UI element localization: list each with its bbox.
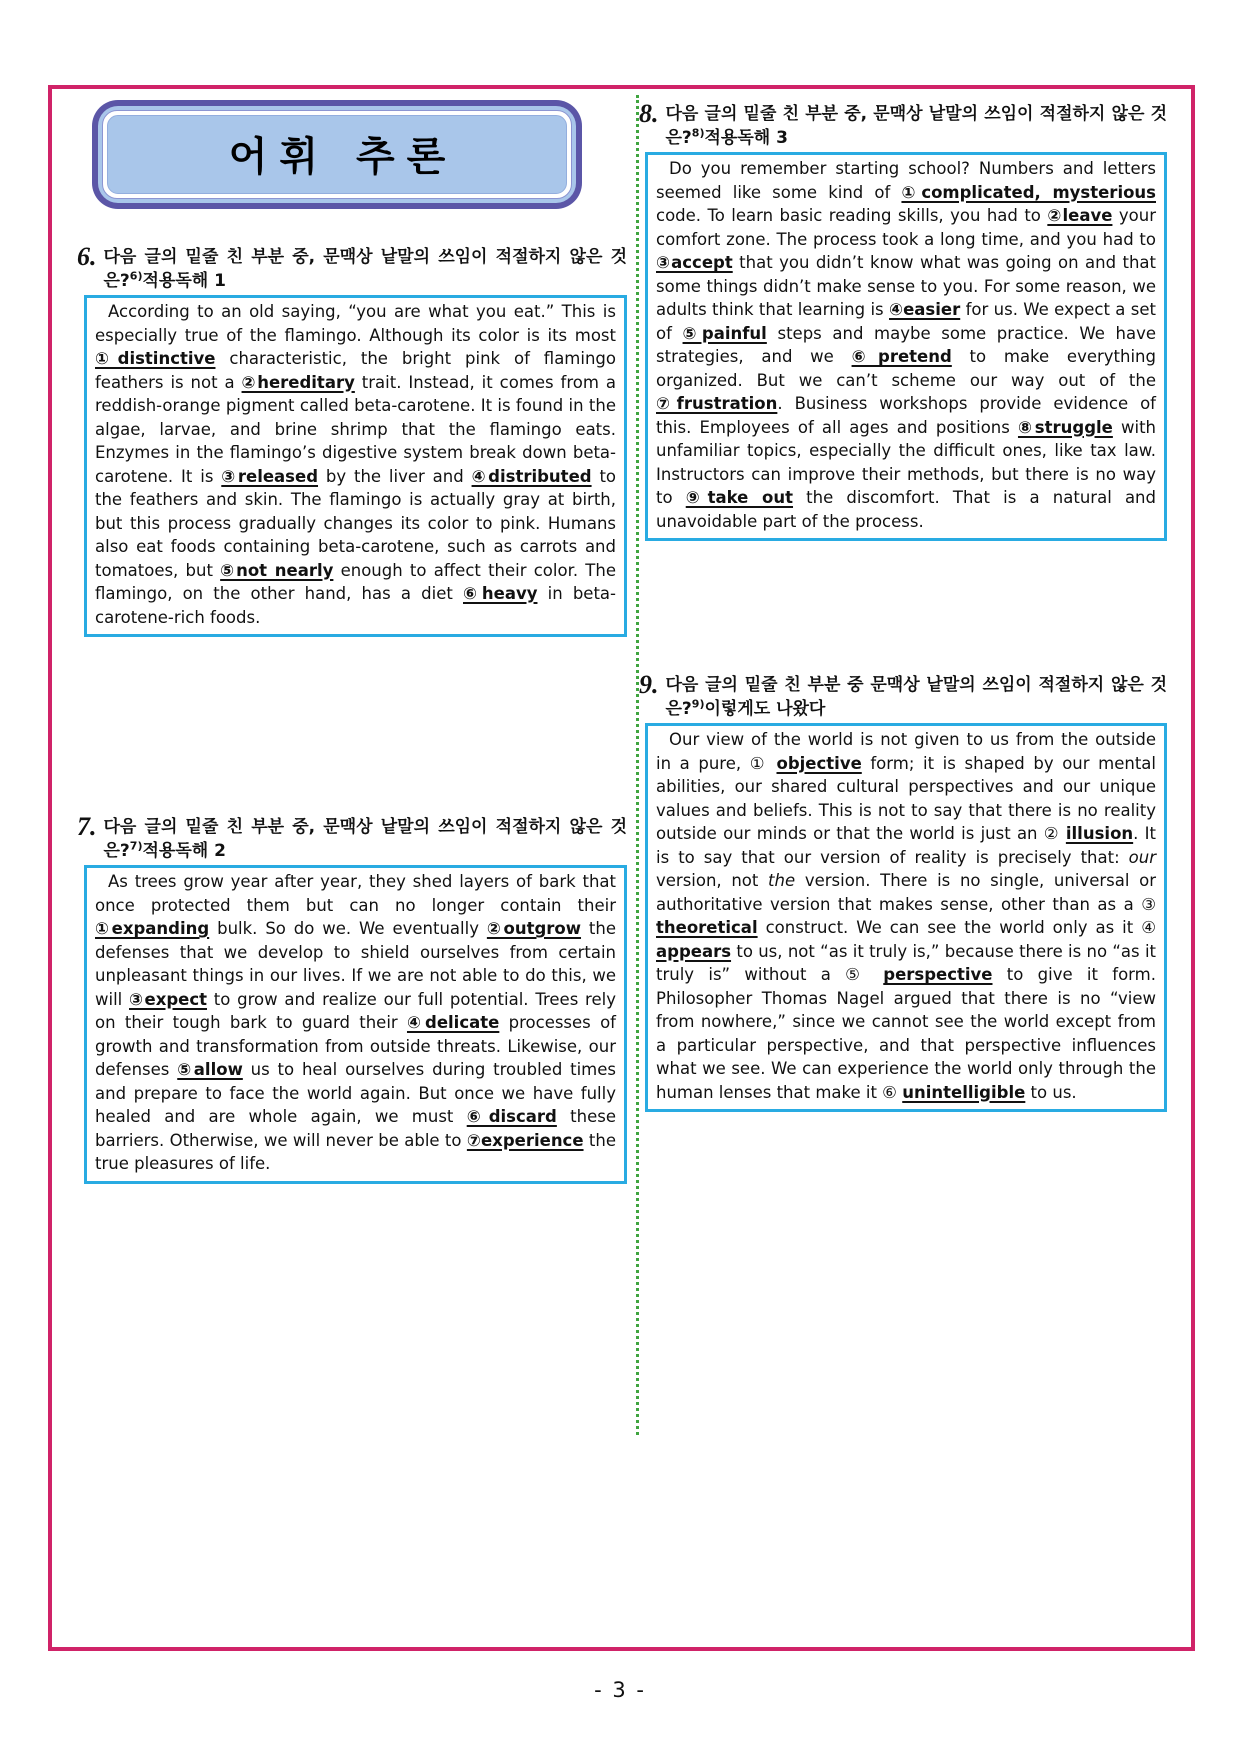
section-title-plaque (92, 100, 582, 209)
question-6-header (77, 242, 627, 293)
question-8 (639, 99, 1167, 541)
passage-box: Our view of the world is not given to us from the outside in a pure, ① objective form; it is shaped by our mental abilities, our shared cultural perspectives and our unique values and beliefs. This is not to say that there is no reality outside our minds or that the world is just an ② illusion. It is to say that our version of reality is precisely that: our version, not the version. There is no single, universal or authoritative version that makes sense, other than as a ③ theoretical construct. We can see the world only as it ④ appears to us, not “as it truly is,” because there is no “as it truly is” without a ⑤ perspective to give it form. Philosopher Thomas Nagel argued that there is no “view from nowhere,” since we cannot see the world except from a particular perspective, and that perspective influences what we see. We can experience the world only through the human lenses that make it ⑥ unintelligible to us. (645, 723, 1167, 1112)
question-number: 8. (639, 99, 659, 128)
footnote-marker: 8) (691, 126, 705, 140)
question-number: 6. (77, 242, 97, 271)
passage-box: As trees grow year after year, they shed layers of bark that once protected them but can no longer contain their ①expanding bulk. So do we. We eventually ②outgrow the defenses that we develop to shield ourselves from certain unpleasant things in our lives. If we are not able to do this, we will ③expect to grow and realize our full potential. Trees rely on their tough bark to guard their ④delicate processes of growth and transformation from outside threats. Likewise, our defenses ⑤allow us to heal ourselves during troubled times and prepare to face the world again. But once we have fully healed and are whole again, we must ⑥discard these barriers. Otherwise, we will never be able to ⑦experience the true pleasures of life. (84, 865, 627, 1184)
footnote-marker: 9) (691, 697, 705, 711)
footnote-marker: 7) (129, 839, 143, 853)
question-prompt (104, 245, 628, 293)
question-7 (77, 812, 627, 1184)
question-prompt (666, 102, 1168, 150)
question-prompt (666, 673, 1168, 721)
footnote-marker: 6) (129, 269, 143, 283)
section-title: 어휘 추론 (107, 115, 567, 194)
question-source: 적용독해 1 (142, 271, 226, 291)
passage-box: Do you remember starting school? Numbers and letters seemed like some kind of ①complicated, mysterious code. To learn basic reading skills, you had to ②leave your comfort zone. The process took a long time, and you had to ③accept that you didn’t know what was going on and that some things didn’t make sense to you. For some reason, we adults think that learning is ④easier for us. We expect a set of ⑤painful steps and maybe some practice. We have strategies, and we ⑥pretend to make everything organized. But we can’t scheme our way out of the ⑦frustration. Business workshops provide evidence of this. Employees of all ages and positions ⑧struggle with unfamiliar topics, especially the difficult ones, like tax law. Instructors can improve their methods, but there is no way to ⑨take out the discomfort. That is a natural and unavoidable part of the process. (645, 152, 1167, 541)
title-plaque-ring-inner (102, 110, 572, 199)
question-source: 적용독해 2 (142, 841, 226, 861)
question-prompt (104, 815, 628, 863)
question-9-header (639, 670, 1167, 721)
question-number: 9. (639, 670, 659, 699)
passage-box: According to an old saying, “you are what you eat.” This is especially true of the flamingo. Although its color is its most ①distinctive characteristic, the bright pink of flamingo feathers is not a ②hereditary trait. Instead, it comes from a reddish-orange pigment called beta-carotene. It is found in the algae, larvae, and brine shrimp that the flamingo eats. Enzymes in the flamingo’s digestive system break down beta-carotene. It is ③released by the liver and ④distributed to the feathers and skin. The flamingo is actually gray at birth, but this process gradually changes its color to pink. Humans also eat foods containing beta-carotene, such as carrots and tomatoes, but ⑤not nearly enough to affect their color. The flamingo, on the other hand, has a diet ⑥heavy in beta-carotene-rich foods. (84, 295, 627, 637)
prompt-text: 다음 글의 밑줄 친 부분 중, 문맥상 낱말의 쓰임이 적절하지 않은 것은? (103, 817, 627, 861)
question-8-header (639, 99, 1167, 150)
title-plaque-ring-outer (98, 106, 576, 203)
question-number: 7. (77, 812, 97, 841)
prompt-text: 다음 글의 밑줄 친 부분 중 문맥상 낱말의 쓰임이 적절하지 않은 것은? (665, 675, 1167, 719)
prompt-text: 다음 글의 밑줄 친 부분 중, 문맥상 낱말의 쓰임이 적절하지 않은 것은? (103, 247, 627, 291)
question-7-header (77, 812, 627, 863)
question-source: 적용독해 3 (704, 128, 788, 148)
question-source: 이렇게도 나왔다 (704, 699, 826, 719)
question-9 (639, 670, 1167, 1112)
question-6 (77, 242, 627, 637)
right-column (639, 100, 1167, 1112)
page-number: - 3 - (594, 1678, 646, 1702)
prompt-text: 다음 글의 밑줄 친 부분 중, 문맥상 낱말의 쓰임이 적절하지 않은 것은? (665, 104, 1167, 148)
left-column (77, 100, 627, 1184)
